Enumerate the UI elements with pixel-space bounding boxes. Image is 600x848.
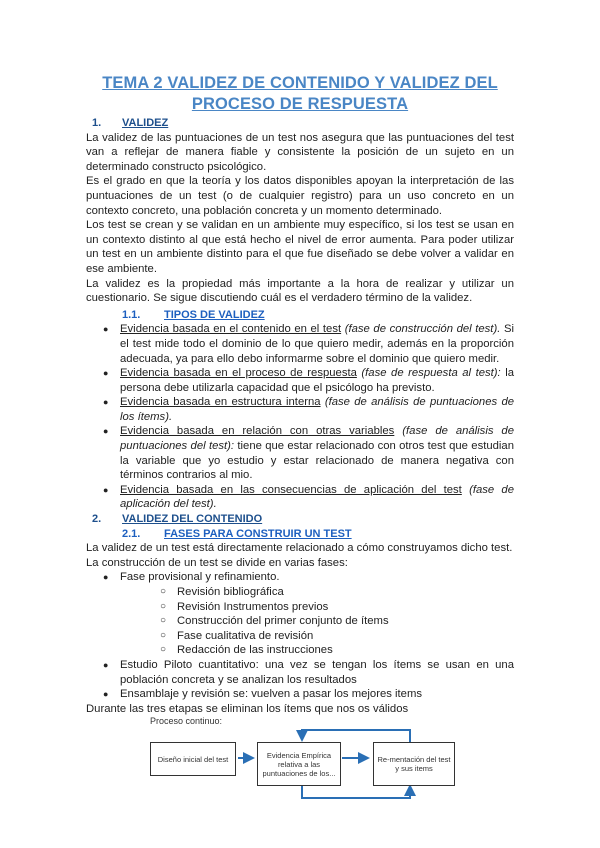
section-number: 1.1.: [122, 308, 141, 321]
feedback-loop-bottom: [302, 786, 410, 798]
phase-label: Fase provisional y refinamiento.: [120, 571, 280, 584]
process-diagram: [140, 716, 460, 816]
section-1-heading: [86, 116, 514, 131]
list-item: [120, 395, 514, 424]
evidence-list: [86, 322, 514, 512]
section-title: VALIDEZ DEL CONTENIDO: [122, 513, 263, 526]
diagram-box-refinement: Re-mentación del test y sus items: [373, 742, 455, 786]
section-title: FASES PARA CONSTRUIR UN TEST: [164, 527, 352, 540]
evidence-phase: (fase de aplicación del test).: [120, 483, 514, 511]
phase-list: [86, 570, 514, 701]
section-number: 1.: [92, 117, 102, 129]
section-title: TIPOS DE VALIDEZ: [164, 308, 265, 321]
list-item: [120, 366, 514, 395]
evidence-phase: (fase de construcción del test).: [341, 323, 501, 336]
evidence-desc: tiene que estar relacionado con otros test que estudian la variable que yo estudio y estar relacionado de manera negativa con términos contrarios al mio.: [120, 440, 515, 482]
list-item: [120, 570, 514, 658]
evidence-phase: (fase de análisis de puntuaciones del test):: [120, 425, 514, 453]
evidence-name: Evidencia basada en estructura interna: [120, 396, 321, 409]
paragraph: Durante las tres etapas se eliminan los ítems que nos os válidos: [86, 702, 409, 715]
section-title: VALIDEZ: [122, 117, 169, 129]
list-item: ○ Redacción de las instrucciones: [177, 643, 514, 658]
sub-list: [120, 585, 514, 658]
diagram-box-initial-design: Diseño inicial del test: [150, 742, 236, 776]
evidence-name: Evidencia basada en las consecuencias de aplicación del test: [120, 483, 462, 496]
list-item: [120, 483, 514, 512]
evidence-phase: (fase de respuesta al test):: [356, 367, 501, 380]
page-title: [80, 73, 520, 115]
paragraph: La validez de un test está directamente relacionado a cómo construyamos dicho test.: [86, 542, 513, 555]
paragraph: La validez de las puntuaciones de un test nos asegura que las puntuaciones del test van a reflejar de manera fiable y consistente la posición de un sujeto en un determinado constructo psicológico.: [86, 131, 514, 173]
section-2-1-heading: [86, 527, 514, 542]
feedback-loop-top: [302, 730, 410, 742]
section-number: 2.1.: [122, 527, 141, 540]
document-body: [86, 116, 514, 716]
list-item: ● Estudio Piloto cuantitativo: una vez se tengan los ítems se usan en una población concreta y se analizan los resultados: [120, 658, 514, 687]
section-number: 2.: [92, 513, 102, 526]
section-2-heading: [86, 512, 514, 527]
evidence-name: Evidencia basada en el proceso de respuesta: [120, 367, 357, 380]
evidence-name: Evidencia basada en el contenido en el test: [120, 323, 342, 336]
paragraph: La validez es la propiedad más importante a la hora de realizar y utilizar un cuestionario. Se sigue discutiendo cuál es el verdadero término de la validez.: [86, 277, 514, 305]
paragraph: La construcción de un test se divide en varias fases:: [86, 556, 348, 569]
paragraph: Los test se crean y se validan en un ambiente muy específico, si los test se usan en un contexto distinto al que está hecho el nivel de error aumenta. Para poder utilizar un test en un ambiente distinto para el que fue diseñado se debe volver a validar en ese ambiente.: [86, 219, 514, 275]
list-item: ○ Revisión bibliográfica: [177, 585, 514, 600]
list-item: [120, 424, 514, 482]
list-item: ● Ensamblaje y revisión se: vuelven a pasar los mejores items: [120, 687, 514, 702]
evidence-phase: (fase de análisis de puntuaciones de los ítems).: [120, 396, 515, 423]
evidence-desc: la persona debe utilizarla capacidad que el psicólogo ha previsto.: [120, 367, 514, 394]
list-item: ○ Revisión Instrumentos previos: [177, 600, 514, 615]
diagram-title: Proceso continuo:: [150, 716, 223, 726]
list-item: [120, 322, 514, 366]
evidence-name: Evidencia basada en relación con otras variables: [120, 425, 395, 438]
list-item: ○ Fase cualitativa de revisión: [177, 629, 514, 644]
list-item: ○ Construcción del primer conjunto de ítems: [177, 614, 514, 629]
section-1-1-heading: [86, 308, 514, 323]
evidence-desc: Si el test mide todo el dominio de lo que quiero medir, además en la proporción adecuada, ya para ello debo informarme sobre el dominio que quiero medir.: [120, 323, 514, 365]
title-line-1: TEMA 2 VALIDEZ DE CONTENIDO Y VALIDEZ DEL: [102, 74, 498, 92]
title-line-2: PROCESO DE RESPUESTA: [191, 95, 409, 113]
paragraph: Es el grado en que la teoría y los datos disponibles apoyan la interpretación de las puntuaciones de un test (o de cualquier registro) para un uso concreto en un contexto concreto, una población concreta y un momento determinado.: [86, 175, 514, 217]
diagram-box-empirical-evidence: Evidencia Empírica relativa a las puntuaciones de los...: [257, 742, 341, 786]
